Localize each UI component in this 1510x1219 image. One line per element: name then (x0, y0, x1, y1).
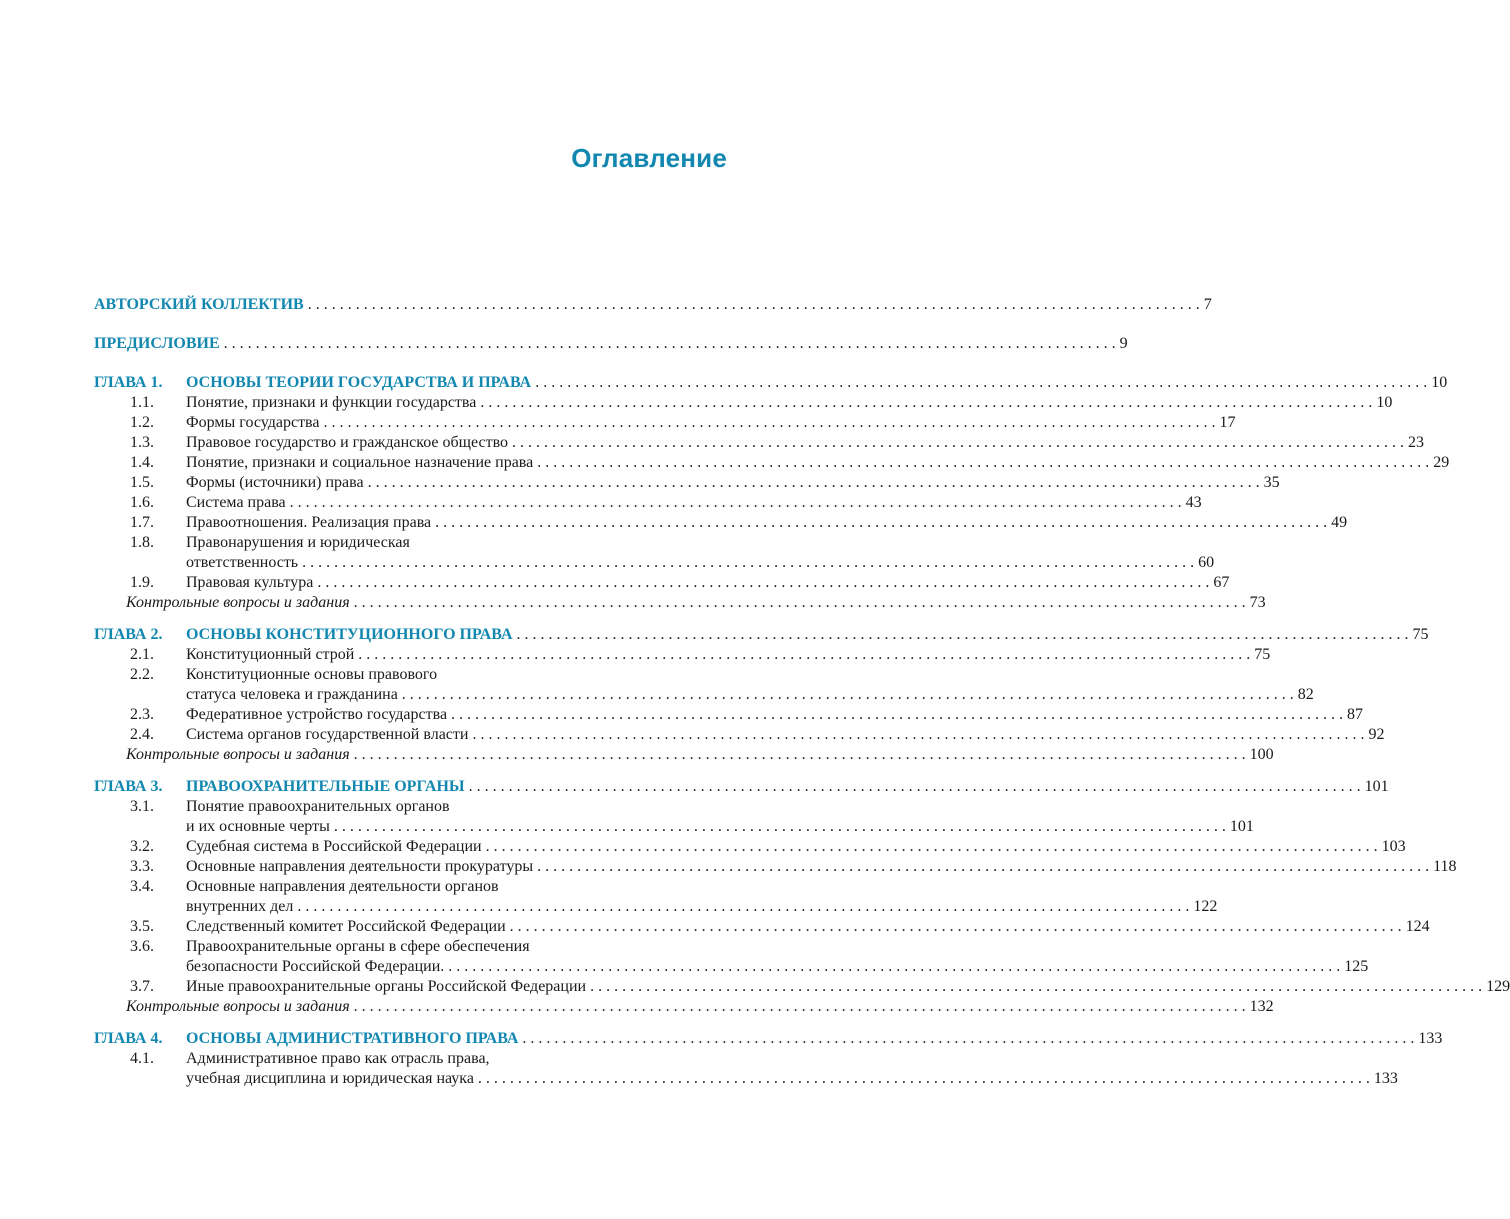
chapter-number: ГЛАВА 4. (94, 1030, 163, 1047)
leader-dots (537, 857, 1429, 877)
toc-page-number: 9 (1119, 335, 1128, 352)
leader-dots (324, 413, 1216, 433)
leader-dots (354, 593, 1246, 613)
toc-page-number: 103 (1381, 838, 1406, 855)
section-number: 3.2. (130, 838, 154, 855)
toc-page-number: 101 (1364, 778, 1389, 795)
toc-section[interactable] (94, 513, 1348, 533)
chapter-title: ОСНОВЫ КОНСТИТУЦИОННОГО ПРАВА (186, 626, 513, 643)
section-number: 1.7. (130, 514, 154, 531)
toc-questions[interactable] (94, 745, 1274, 765)
section-title: учебная дисциплина и юридическая наука (186, 1070, 474, 1087)
chapter-number: ГЛАВА 2. (94, 626, 163, 643)
section-title: Основные направления деятельности органов (186, 878, 499, 895)
toc-chapter-3[interactable] (94, 777, 1389, 797)
leader-dots (435, 513, 1327, 533)
leader-dots (451, 705, 1343, 725)
leader-dots (317, 573, 1209, 593)
section-number: 3.7. (130, 978, 154, 995)
section-number: 3.4. (130, 878, 154, 895)
section-number: 2.3. (130, 706, 154, 723)
section-title: Правонарушения и юридическая (186, 534, 410, 551)
toc-chapter-1[interactable] (94, 373, 1448, 393)
leader-dots (472, 725, 1364, 745)
section-number: 1.1. (130, 394, 154, 411)
chapter-number: ГЛАВА 3. (94, 778, 163, 795)
toc-section[interactable] (94, 453, 1450, 473)
chapter-number: ГЛАВА 1. (94, 374, 163, 391)
toc-page-number: 132 (1249, 998, 1274, 1015)
section-number: 1.6. (130, 494, 154, 511)
section-title: Понятие, признаки и функции государства (186, 394, 477, 411)
toc-page-number: 49 (1331, 514, 1348, 531)
toc-section[interactable] (94, 393, 1393, 413)
section-title: Следственный комитет Российской Федерации (186, 918, 506, 935)
leader-dots (486, 837, 1378, 857)
section-title: Правоотношения. Реализация права (186, 514, 432, 531)
leader-dots (308, 295, 1200, 315)
toc-page-number: 118 (1433, 858, 1457, 875)
toc-page-number: 23 (1408, 434, 1425, 451)
leader-dots (537, 453, 1429, 473)
leader-dots (480, 393, 1372, 413)
toc-page-number: 92 (1368, 726, 1385, 743)
section-number: 1.8. (130, 534, 154, 551)
toc-section-line1[interactable] (94, 877, 728, 897)
section-title: статуса человека и гражданина (186, 686, 398, 703)
toc-page-number: 101 (1229, 818, 1254, 835)
section-title: Формы (источники) права (186, 474, 364, 491)
toc-section[interactable] (94, 473, 1280, 493)
toc-section[interactable] (94, 413, 1236, 433)
toc-page-number: 17 (1219, 414, 1236, 431)
toc-page-number: 10 (1431, 374, 1448, 391)
toc-page-number: 35 (1263, 474, 1280, 491)
section-number: 1.9. (130, 574, 154, 591)
section-title: ответственность (186, 554, 299, 571)
leader-dots (522, 1029, 1414, 1049)
toc-section-line1[interactable] (94, 797, 728, 817)
toc-page-number: 100 (1249, 746, 1274, 763)
leader-dots (469, 777, 1361, 797)
leader-dots (358, 645, 1250, 665)
questions-title: Контрольные вопросы и задания (126, 998, 350, 1015)
toc-page-number: 10 (1376, 394, 1393, 411)
toc-section-line1[interactable] (94, 1049, 728, 1069)
toc-chapter-4[interactable] (94, 1029, 1443, 1049)
toc-section[interactable] (94, 645, 1271, 665)
section-title: Конституционный строй (186, 646, 355, 663)
leader-dots (354, 997, 1246, 1017)
leader-dots (290, 493, 1182, 513)
toc-page-number: 75 (1254, 646, 1271, 663)
toc-section-line1[interactable] (94, 533, 728, 553)
questions-title: Контрольные вопросы и задания (126, 594, 350, 611)
section-title: Система органов государственной власти (186, 726, 469, 743)
toc-section[interactable] (94, 857, 1457, 877)
chapter-title: ОСНОВЫ ТЕОРИИ ГОСУДАРСТВА И ПРАВА (186, 374, 532, 391)
toc-page-number: 133 (1373, 1070, 1398, 1087)
toc-section-line1[interactable] (94, 665, 728, 685)
section-title: Понятие, признаки и социальное назначение права (186, 454, 534, 471)
toc-page-number: 7 (1203, 296, 1212, 313)
section-number: 3.6. (130, 938, 154, 955)
toc-page-number: 82 (1297, 686, 1314, 703)
toc-page-number: 129 (1486, 978, 1510, 995)
section-number: 2.1. (130, 646, 154, 663)
section-title: Понятие правоохранительных органов (186, 798, 450, 815)
toc-page-number: 67 (1213, 574, 1230, 591)
toc-section[interactable] (94, 493, 1202, 513)
section-title: Административное право как отрасль права, (186, 1050, 490, 1067)
leader-dots (512, 433, 1404, 453)
page-title: Оглавление (571, 143, 727, 173)
toc-section[interactable] (94, 433, 1425, 453)
toc-page-number: 73 (1249, 594, 1266, 611)
section-number: 1.3. (130, 434, 154, 451)
toc-section[interactable] (94, 977, 1510, 997)
section-title: Конституционные основы правового (186, 666, 438, 683)
leader-dots (368, 473, 1260, 493)
leader-dots (535, 373, 1427, 393)
chapter-title: ПРАВООХРАНИТЕЛЬНЫЕ ОРГАНЫ (186, 778, 465, 795)
toc-page-number: 124 (1405, 918, 1430, 935)
toc-entry-title: АВТОРСКИЙ КОЛЛЕКТИВ (94, 296, 304, 313)
toc-page-number: 125 (1344, 958, 1369, 975)
leader-dots (302, 553, 1194, 573)
toc-section[interactable] (94, 725, 1385, 745)
chapter-title: ОСНОВЫ АДМИНИСТРАТИВНОГО ПРАВА (186, 1030, 519, 1047)
leader-dots (510, 917, 1402, 937)
toc-entry-authors[interactable] (94, 295, 1212, 315)
section-title: Основные направления деятельности прокуратуры (186, 858, 534, 875)
questions-title: Контрольные вопросы и задания (126, 746, 350, 763)
leader-dots (448, 957, 1340, 977)
leader-dots (402, 685, 1294, 705)
section-number: 3.1. (130, 798, 154, 815)
toc-section[interactable] (94, 957, 1369, 977)
toc-section[interactable] (94, 685, 1314, 705)
section-title: Формы государства (186, 414, 320, 431)
leader-dots (297, 897, 1189, 917)
toc-entry-preface[interactable] (94, 334, 1128, 354)
section-number: 2.2. (130, 666, 154, 683)
toc-section[interactable] (94, 897, 1218, 917)
toc-page-number: 75 (1412, 626, 1429, 643)
section-number: 4.1. (130, 1050, 154, 1067)
toc-section[interactable] (94, 837, 1406, 857)
section-title: и их основные черты (186, 818, 330, 835)
section-title: безопасности Российской Федерации. (186, 958, 445, 975)
toc-questions[interactable] (94, 997, 1274, 1017)
section-title: Судебная система в Российской Федерации (186, 838, 482, 855)
leader-dots (224, 334, 1116, 354)
section-title: Правовое государство и гражданское общество (186, 434, 509, 451)
table-of-contents (94, 295, 1510, 1089)
leader-dots (334, 817, 1226, 837)
section-title: внутренних дел (186, 898, 294, 915)
toc-page-number: 87 (1347, 706, 1364, 723)
leader-dots (590, 977, 1482, 997)
toc-page-number: 29 (1433, 454, 1450, 471)
leader-dots (478, 1069, 1370, 1089)
toc-questions[interactable] (94, 593, 1266, 613)
section-title: Правовая культура (186, 574, 314, 591)
section-number: 1.2. (130, 414, 154, 431)
section-title: Иные правоохранительные органы Российской Федерации (186, 978, 587, 995)
toc-section[interactable] (94, 573, 1230, 593)
toc-page-number: 122 (1193, 898, 1218, 915)
section-number: 1.5. (130, 474, 154, 491)
leader-dots (354, 745, 1246, 765)
toc-page-number: 133 (1418, 1030, 1443, 1047)
toc-section-line1[interactable] (94, 937, 728, 957)
section-number: 1.4. (130, 454, 154, 471)
section-number: 3.5. (130, 918, 154, 935)
toc-section[interactable] (94, 705, 1364, 725)
toc-section[interactable] (94, 1069, 1398, 1089)
section-title: Правоохранительные органы в сфере обеспечения (186, 938, 530, 955)
toc-page-number: 43 (1185, 494, 1202, 511)
section-number: 2.4. (130, 726, 154, 743)
section-number: 3.3. (130, 858, 154, 875)
toc-section[interactable] (94, 917, 1430, 937)
toc-page-number: 60 (1198, 554, 1215, 571)
toc-entry-title: ПРЕДИСЛОВИЕ (94, 335, 220, 352)
section-title: Система права (186, 494, 286, 511)
section-title: Федеративное устройство государства (186, 706, 448, 723)
leader-dots (517, 625, 1409, 645)
toc-chapter-2[interactable] (94, 625, 1429, 645)
toc-section[interactable] (94, 817, 1254, 837)
toc-section[interactable] (94, 553, 1215, 573)
